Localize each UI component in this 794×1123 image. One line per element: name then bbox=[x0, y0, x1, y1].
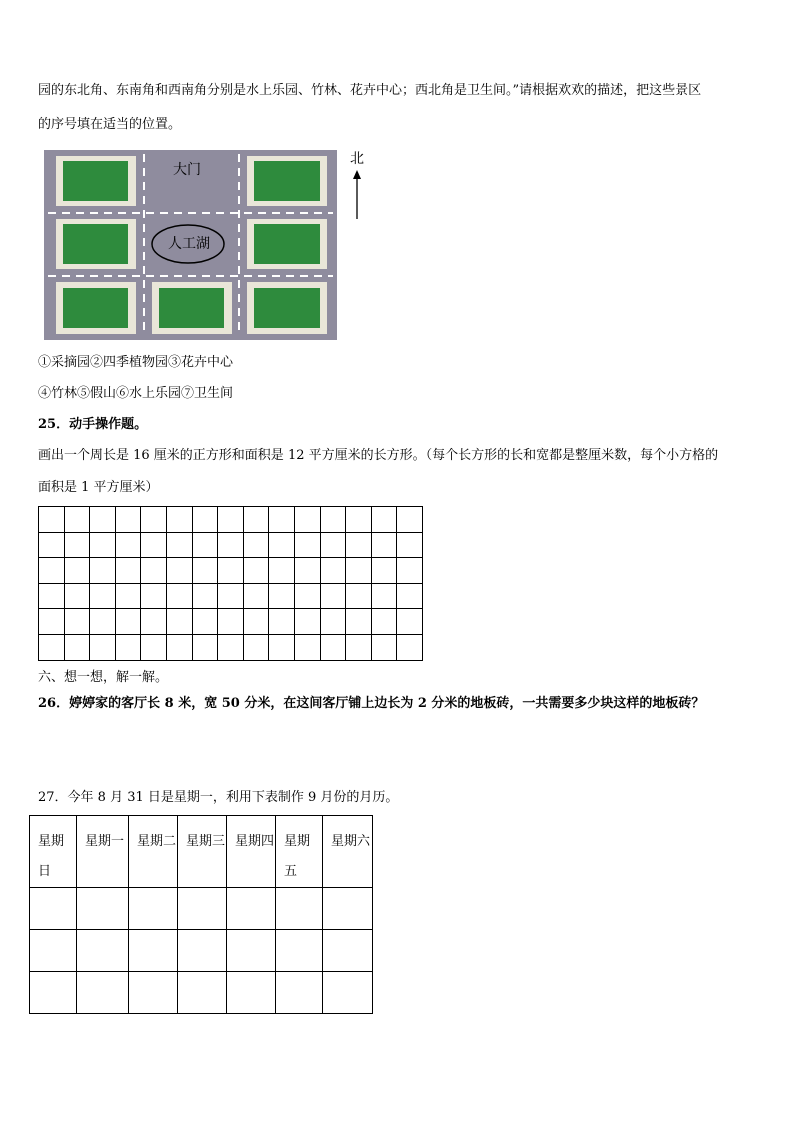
q27-text: 27．今年 8 月 31 日是星期一，利用下表制作 9 月份的月历。 bbox=[38, 790, 399, 805]
grid-cell[interactable] bbox=[218, 558, 244, 584]
grid-cell[interactable] bbox=[115, 609, 141, 635]
park-block-s bbox=[152, 282, 232, 334]
grid-cell[interactable] bbox=[371, 583, 397, 609]
grid-cell[interactable] bbox=[192, 558, 218, 584]
grid-cell[interactable] bbox=[141, 507, 167, 533]
cal-cell[interactable] bbox=[227, 972, 276, 1014]
grid-cell[interactable] bbox=[166, 507, 192, 533]
grid-cell[interactable] bbox=[294, 583, 320, 609]
cal-header-sun: 星期日 bbox=[30, 816, 77, 888]
cal-cell[interactable] bbox=[227, 888, 276, 930]
grid-cell[interactable] bbox=[166, 532, 192, 558]
cal-cell[interactable] bbox=[129, 888, 178, 930]
cal-cell[interactable] bbox=[129, 972, 178, 1014]
grid-cell[interactable] bbox=[243, 609, 269, 635]
grid-cell[interactable] bbox=[269, 634, 295, 660]
cal-cell[interactable] bbox=[30, 972, 77, 1014]
cal-row bbox=[30, 888, 373, 930]
grid-cell[interactable] bbox=[371, 532, 397, 558]
grid-cell[interactable] bbox=[294, 558, 320, 584]
grid-cell[interactable] bbox=[269, 507, 295, 533]
grid-cell[interactable] bbox=[243, 558, 269, 584]
grid-cell[interactable] bbox=[141, 558, 167, 584]
grid-cell[interactable] bbox=[218, 634, 244, 660]
grid-cell[interactable] bbox=[64, 507, 90, 533]
intro-line-1: 园的东北角、东南角和西南角分别是水上乐园、竹林、花卉中心；西北角是卫生间。”请根据欢欢的描述，把这些景区 bbox=[38, 83, 702, 98]
cal-cell[interactable] bbox=[77, 888, 129, 930]
grid-cell[interactable] bbox=[397, 507, 423, 533]
cal-cell[interactable] bbox=[178, 972, 227, 1014]
cal-cell[interactable] bbox=[276, 930, 323, 972]
grid-cell[interactable] bbox=[192, 532, 218, 558]
park-block-ne bbox=[247, 156, 327, 206]
grid-cell[interactable] bbox=[269, 609, 295, 635]
grid-cell[interactable] bbox=[397, 634, 423, 660]
cal-cell[interactable] bbox=[323, 972, 373, 1014]
grid-cell[interactable] bbox=[192, 634, 218, 660]
september-calendar bbox=[29, 815, 373, 1014]
cal-cell[interactable] bbox=[276, 972, 323, 1014]
grid-cell[interactable] bbox=[39, 609, 65, 635]
grid-row bbox=[39, 634, 423, 660]
cal-row bbox=[30, 972, 373, 1014]
q26-text: 26．婷婷家的客厅长 8 米，宽 50 分米，在这间客厅铺上边长为 2 分米的地板砖，一共需要多少块这样的地板砖？ bbox=[38, 696, 705, 711]
grid-cell[interactable] bbox=[346, 558, 372, 584]
cal-header-fri: 星期五 bbox=[276, 816, 323, 888]
cal-row bbox=[30, 930, 373, 972]
q25-line-1: 画出一个周长是 16 厘米的正方形和面积是 12 平方厘米的长方形。（每个长方形的长和宽都是整厘米数，每个小方格的 bbox=[38, 448, 719, 463]
grid-cell[interactable] bbox=[90, 532, 116, 558]
grid-cell[interactable] bbox=[371, 609, 397, 635]
grid-cell[interactable] bbox=[39, 634, 65, 660]
park-block-se bbox=[247, 282, 327, 334]
grid-cell[interactable] bbox=[166, 558, 192, 584]
cal-cell[interactable] bbox=[30, 888, 77, 930]
grid-cell[interactable] bbox=[346, 634, 372, 660]
grid-cell[interactable] bbox=[115, 634, 141, 660]
cal-header-wed: 星期三 bbox=[178, 816, 227, 888]
grid-cell[interactable] bbox=[115, 558, 141, 584]
q25-title: 25．动手操作题。 bbox=[38, 417, 148, 432]
grid-cell[interactable] bbox=[346, 532, 372, 558]
grid-cell[interactable] bbox=[192, 583, 218, 609]
options-line-2: ④竹林⑤假山⑥水上乐园⑦卫生间 bbox=[38, 386, 234, 401]
grid-cell[interactable] bbox=[64, 532, 90, 558]
grid-cell[interactable] bbox=[115, 507, 141, 533]
cal-cell[interactable] bbox=[129, 930, 178, 972]
grid-cell[interactable] bbox=[243, 532, 269, 558]
grid-row bbox=[39, 558, 423, 584]
intro-line-2: 的序号填在适当的位置。 bbox=[38, 117, 182, 132]
grid-cell[interactable] bbox=[320, 609, 346, 635]
grid-cell[interactable] bbox=[141, 583, 167, 609]
cal-header-sat: 星期六 bbox=[323, 816, 373, 888]
grid-cell[interactable] bbox=[90, 583, 116, 609]
q25-line-2: 面积是 1 平方厘米） bbox=[38, 480, 159, 495]
grid-cell[interactable] bbox=[320, 532, 346, 558]
cal-header-tue: 星期二 bbox=[129, 816, 178, 888]
grid-cell[interactable] bbox=[243, 583, 269, 609]
grid-cell[interactable] bbox=[39, 583, 65, 609]
grid-cell[interactable] bbox=[371, 507, 397, 533]
section-6-title: 六、想一想，解一解。 bbox=[38, 670, 169, 685]
grid-cell[interactable] bbox=[269, 532, 295, 558]
grid-cell[interactable] bbox=[39, 507, 65, 533]
grid-cell[interactable] bbox=[320, 507, 346, 533]
grid-cell[interactable] bbox=[90, 558, 116, 584]
grid-cell[interactable] bbox=[397, 558, 423, 584]
grid-cell[interactable] bbox=[294, 507, 320, 533]
grid-cell[interactable] bbox=[218, 532, 244, 558]
grid-cell[interactable] bbox=[371, 558, 397, 584]
grid-cell[interactable] bbox=[90, 609, 116, 635]
grid-cell[interactable] bbox=[371, 634, 397, 660]
cal-cell[interactable] bbox=[178, 888, 227, 930]
drawing-grid[interactable] bbox=[38, 506, 423, 661]
grid-cell[interactable] bbox=[269, 583, 295, 609]
park-block-sw bbox=[56, 282, 136, 334]
grid-cell[interactable] bbox=[294, 532, 320, 558]
grid-cell[interactable] bbox=[64, 609, 90, 635]
cal-header-thu: 星期四 bbox=[227, 816, 276, 888]
grid-cell[interactable] bbox=[39, 558, 65, 584]
lake-label: 人工湖 bbox=[168, 236, 210, 252]
grid-cell[interactable] bbox=[166, 583, 192, 609]
grid-cell[interactable] bbox=[115, 532, 141, 558]
grid-row bbox=[39, 609, 423, 635]
grid-cell[interactable] bbox=[397, 532, 423, 558]
cal-cell[interactable] bbox=[30, 930, 77, 972]
grid-cell[interactable] bbox=[346, 507, 372, 533]
grid-cell[interactable] bbox=[243, 634, 269, 660]
grid-cell[interactable] bbox=[64, 634, 90, 660]
grid-cell[interactable] bbox=[141, 532, 167, 558]
grid-cell[interactable] bbox=[294, 634, 320, 660]
grid-cell[interactable] bbox=[320, 634, 346, 660]
grid-cell[interactable] bbox=[90, 507, 116, 533]
cal-cell[interactable] bbox=[77, 930, 129, 972]
cal-header-mon: 星期一 bbox=[77, 816, 129, 888]
north-arrow-icon bbox=[352, 170, 362, 224]
grid-cell[interactable] bbox=[346, 583, 372, 609]
grid-row bbox=[39, 583, 423, 609]
north-label: 北 bbox=[350, 151, 364, 167]
grid-cell[interactable] bbox=[218, 583, 244, 609]
grid-cell[interactable] bbox=[166, 609, 192, 635]
cal-cell[interactable] bbox=[323, 930, 373, 972]
options-line-1: ①采摘园②四季植物园③花卉中心 bbox=[38, 355, 234, 370]
grid-row bbox=[39, 532, 423, 558]
grid-cell[interactable] bbox=[90, 634, 116, 660]
grid-cell[interactable] bbox=[397, 583, 423, 609]
grid-cell[interactable] bbox=[218, 507, 244, 533]
park-block-w bbox=[56, 219, 136, 269]
grid-cell[interactable] bbox=[320, 583, 346, 609]
park-block-nw bbox=[56, 156, 136, 206]
cal-cell[interactable] bbox=[276, 888, 323, 930]
grid-cell[interactable] bbox=[141, 609, 167, 635]
cal-cell[interactable] bbox=[227, 930, 276, 972]
cal-cell[interactable] bbox=[178, 930, 227, 972]
grid-cell[interactable] bbox=[294, 609, 320, 635]
grid-cell[interactable] bbox=[115, 583, 141, 609]
cal-cell[interactable] bbox=[77, 972, 129, 1014]
grid-cell[interactable] bbox=[243, 507, 269, 533]
grid-cell[interactable] bbox=[218, 609, 244, 635]
grid-cell[interactable] bbox=[64, 558, 90, 584]
park-block-e bbox=[247, 219, 327, 269]
grid-cell[interactable] bbox=[141, 634, 167, 660]
grid-cell[interactable] bbox=[397, 609, 423, 635]
grid-cell[interactable] bbox=[269, 558, 295, 584]
gate-label: 大门 bbox=[173, 162, 201, 178]
grid-cell[interactable] bbox=[39, 532, 65, 558]
grid-cell[interactable] bbox=[320, 558, 346, 584]
grid-cell[interactable] bbox=[192, 507, 218, 533]
grid-cell[interactable] bbox=[346, 609, 372, 635]
grid-cell[interactable] bbox=[166, 634, 192, 660]
grid-row bbox=[39, 507, 423, 533]
cal-cell[interactable] bbox=[323, 888, 373, 930]
grid-cell[interactable] bbox=[64, 583, 90, 609]
grid-cell[interactable] bbox=[192, 609, 218, 635]
